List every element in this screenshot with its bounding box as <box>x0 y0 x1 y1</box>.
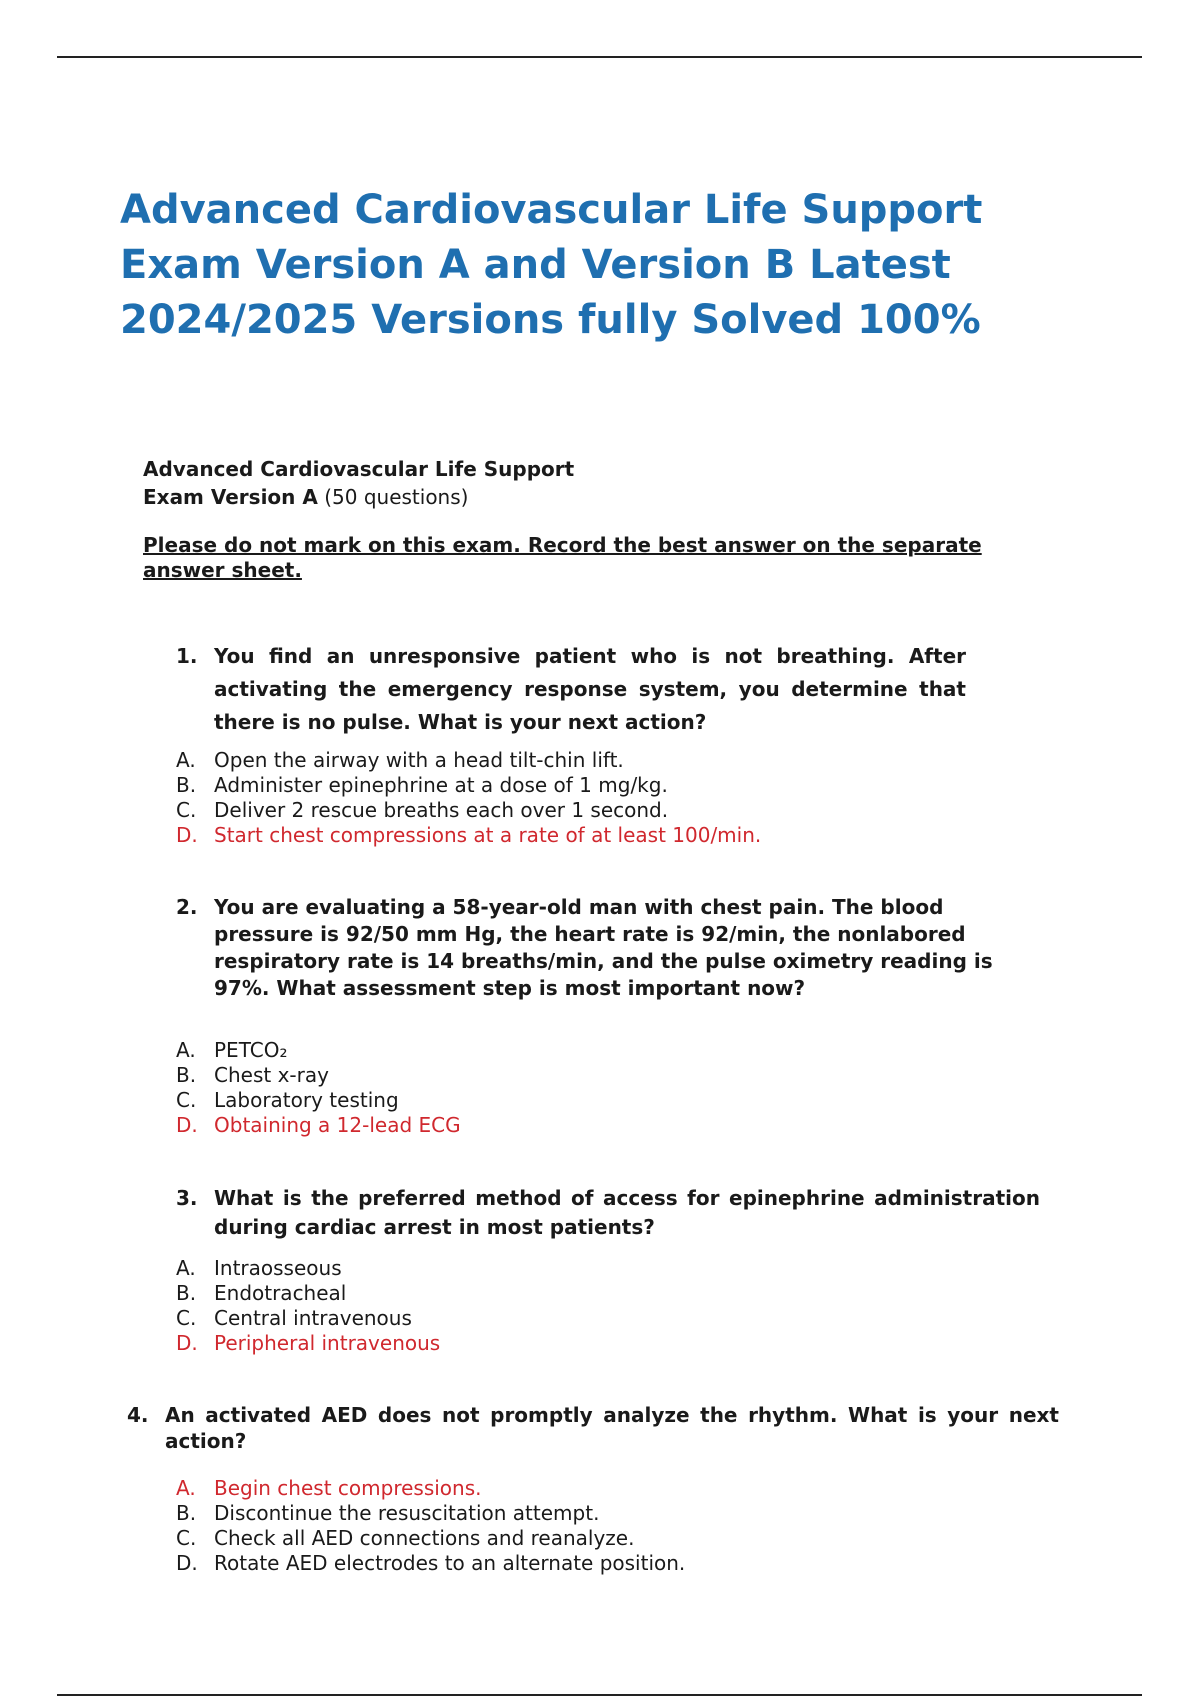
option-a-correct: A. Begin chest compressions. <box>176 1476 482 1500</box>
option-d-correct: D. Obtaining a 12-lead ECG <box>176 1113 461 1137</box>
question-4-options <box>176 1476 685 1576</box>
question-number: 2. <box>176 895 198 919</box>
option-b: B. Chest x-ray <box>176 1063 329 1087</box>
subheading-line-1: Advanced Cardiovascular Life Support <box>143 457 575 481</box>
question-4 <box>127 1402 1059 1454</box>
option-d: D. Rotate AED electrodes to an alternate position. <box>176 1551 686 1575</box>
exam-subheading <box>143 455 574 511</box>
question-3 <box>176 1184 1040 1242</box>
option-d-correct: D. Start chest compressions at a rate of at least 100/min. <box>176 823 762 847</box>
question-2-options <box>176 1038 461 1138</box>
question-count: (50 questions) <box>317 485 469 509</box>
option-d-correct: D. Peripheral intravenous <box>176 1331 441 1355</box>
option-c: C. Central intravenous <box>176 1306 412 1330</box>
question-number: 3. <box>176 1186 198 1210</box>
option-c: C. Laboratory testing <box>176 1088 399 1112</box>
option-b: B. Endotracheal <box>176 1281 347 1305</box>
bottom-rule <box>57 1694 1142 1696</box>
question-3-options <box>176 1256 440 1356</box>
title-line-2: Exam Version A and Version B Latest <box>120 242 951 288</box>
exam-instructions: Please do not mark on this exam. Record the best answer on the separate answer sheet. <box>143 533 982 582</box>
top-rule <box>57 56 1142 58</box>
title-line-1: Advanced Cardiovascular Life Support <box>120 187 983 233</box>
question-text: An activated AED does not promptly analyze the rhythm. What is your next action? <box>165 1403 1059 1453</box>
question-text: You find an unresponsive patient who is not breathing. After activating the emergency response system, you determine that there is no pulse. What is your next action? <box>214 644 966 734</box>
question-text: What is the preferred method of access for epinephrine administration during cardiac arrest in most patients? <box>214 1186 1040 1239</box>
option-a: A. PETCO₂ <box>176 1038 288 1062</box>
option-c: C. Check all AED connections and reanalyze. <box>176 1526 635 1550</box>
document-title <box>120 183 1120 348</box>
question-number: 1. <box>176 644 198 668</box>
option-a: A. Intraosseous <box>176 1256 342 1280</box>
question-number: 4. <box>127 1403 149 1427</box>
option-b: B. Administer epinephrine at a dose of 1 mg/kg. <box>176 773 668 797</box>
title-line-3: 2024/2025 Versions fully Solved 100% <box>120 297 981 343</box>
question-1-options <box>176 748 761 848</box>
exam-version-label: Exam Version A <box>143 485 318 509</box>
question-text: You are evaluating a 58-year-old man with chest pain. The blood pressure is 92/50 mm Hg, the heart rate is 92/min, the nonlabored respiratory rate is 14 breaths/min, and the pulse oximetry reading is 97%. What assessment step is most important now? <box>214 895 993 1000</box>
subheading-line-2 <box>143 483 574 511</box>
question-2 <box>176 894 1026 1002</box>
question-1 <box>176 640 966 739</box>
option-b: B. Discontinue the resuscitation attempt. <box>176 1501 600 1525</box>
option-c: C. Deliver 2 rescue breaths each over 1 second. <box>176 798 669 822</box>
option-a: A. Open the airway with a head tilt-chin lift. <box>176 748 624 772</box>
